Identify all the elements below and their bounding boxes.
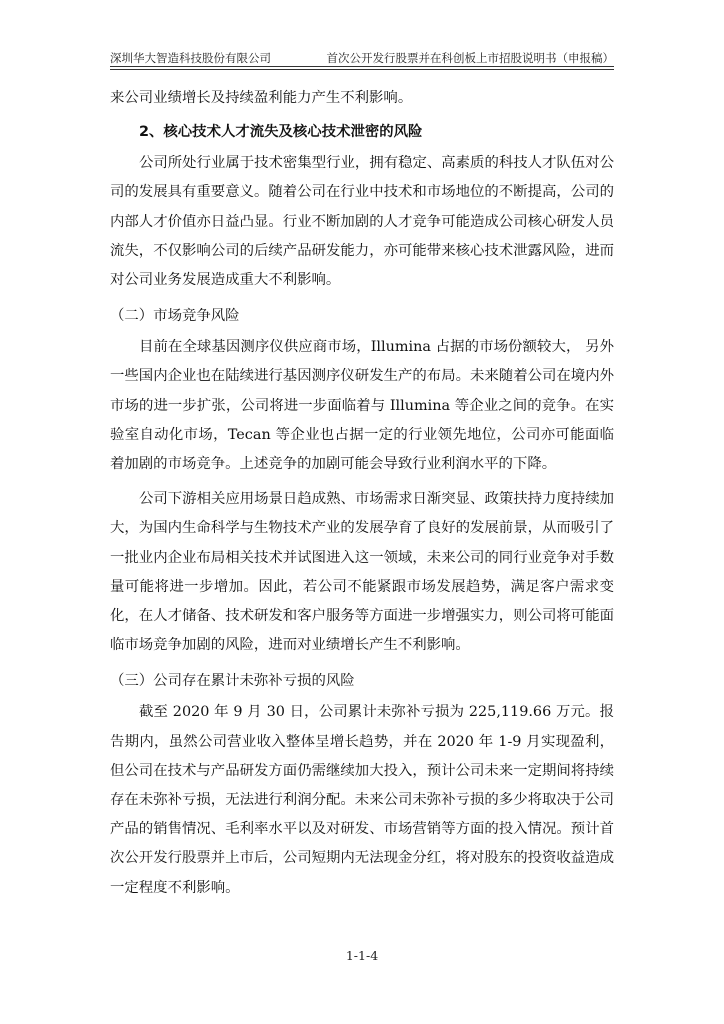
paragraph-market-competition-1: 目前在全球基因测序仪供应商市场，Illumina 占据的市场份额较大， 另外一些国内企业也在陆续进行基因测序仪研发生产的布局。未来随着公司在境内外市场的进一步扩张，公司将进一步面临着与 Illumina 等企业之间的竞争。在实验室自动化市场，Tecan 等企业也占据一定的行业领先地位，公司亦可能面临着加剧的市场竞争。上述竞争的加剧可能会导致行业利润水平的下降。 <box>110 339 614 473</box>
header-company-name: 深圳华大智造科技股份有限公司 <box>110 51 271 65</box>
paragraph-market-competition-2: 公司下游相关应用场景日趋成熟、市场需求日渐突显、政策扶持力度持续加大，为国内生命科学与生物技术产业的发展孕育了良好的发展前景，从而吸引了一批业内企业布局相关技术并试图进入这一领域，未来公司的同行业竞争对手数量可能将进一步增加。因此，若公司不能紧跟市场发展趋势，满足客户需求变化，在人才储备、技术研发和客户服务等方面进一步增强实力，则公司将可能面临市场竞争加剧的风险，进而对业绩增长产生不利影响。 <box>110 491 614 654</box>
paragraph-accumulated-losses: 截至 2020 年 9 月 30 日，公司累计未弥补亏损为 225,119.66 万元。报告期内，虽然公司营业收入整体呈增长趋势，并在 2020 年 1-9 月实现盈利，但公司在技术与产品研发方面仍需继续加大投入，预计公司未来一定期间将持续存在未弥补亏损，无法进行利润分配。未来公司未弥补亏损的多少将取决于公司产品的销售情况、毛利率水平以及对研发、市场营销等方面的投入情况。预计首次公开发行股票并上市后，公司短期内无法现金分红，将对股东的投资收益造成一定程度不利影响。 <box>110 704 614 896</box>
header-divider <box>110 66 614 70</box>
subheading-talent-risk: 2、核心技术人才流失及核心技术泄密的风险 <box>139 124 423 141</box>
paragraph-continuation: 来公司业绩增长及持续盈利能力产生不利影响。 <box>110 90 413 106</box>
section-heading-market-competition: （二）市场竞争风险 <box>110 308 240 325</box>
document-body <box>110 84 614 903</box>
page-header <box>110 46 614 66</box>
header-document-title: 首次公开发行股票并在科创板上市招股说明书（申报稿） <box>326 51 614 65</box>
section-heading-accumulated-losses: （三）公司存在累计未弥补亏损的风险 <box>110 673 355 690</box>
paragraph-talent-risk: 公司所处行业属于技术密集型行业，拥有稳定、高素质的科技人才队伍对公司的发展具有重要意义。随着公司在行业中技术和市场地位的不断提高，公司的内部人才价值亦日益凸显。行业不断加剧的人才竞争可能造成公司核心研发人员流失，不仅影响公司的后续产品研发能力，亦可能带来核心技术泄露风险，进而对公司业务发展造成重大不利影响。 <box>110 155 614 289</box>
page-number: 1-1-4 <box>345 948 379 963</box>
